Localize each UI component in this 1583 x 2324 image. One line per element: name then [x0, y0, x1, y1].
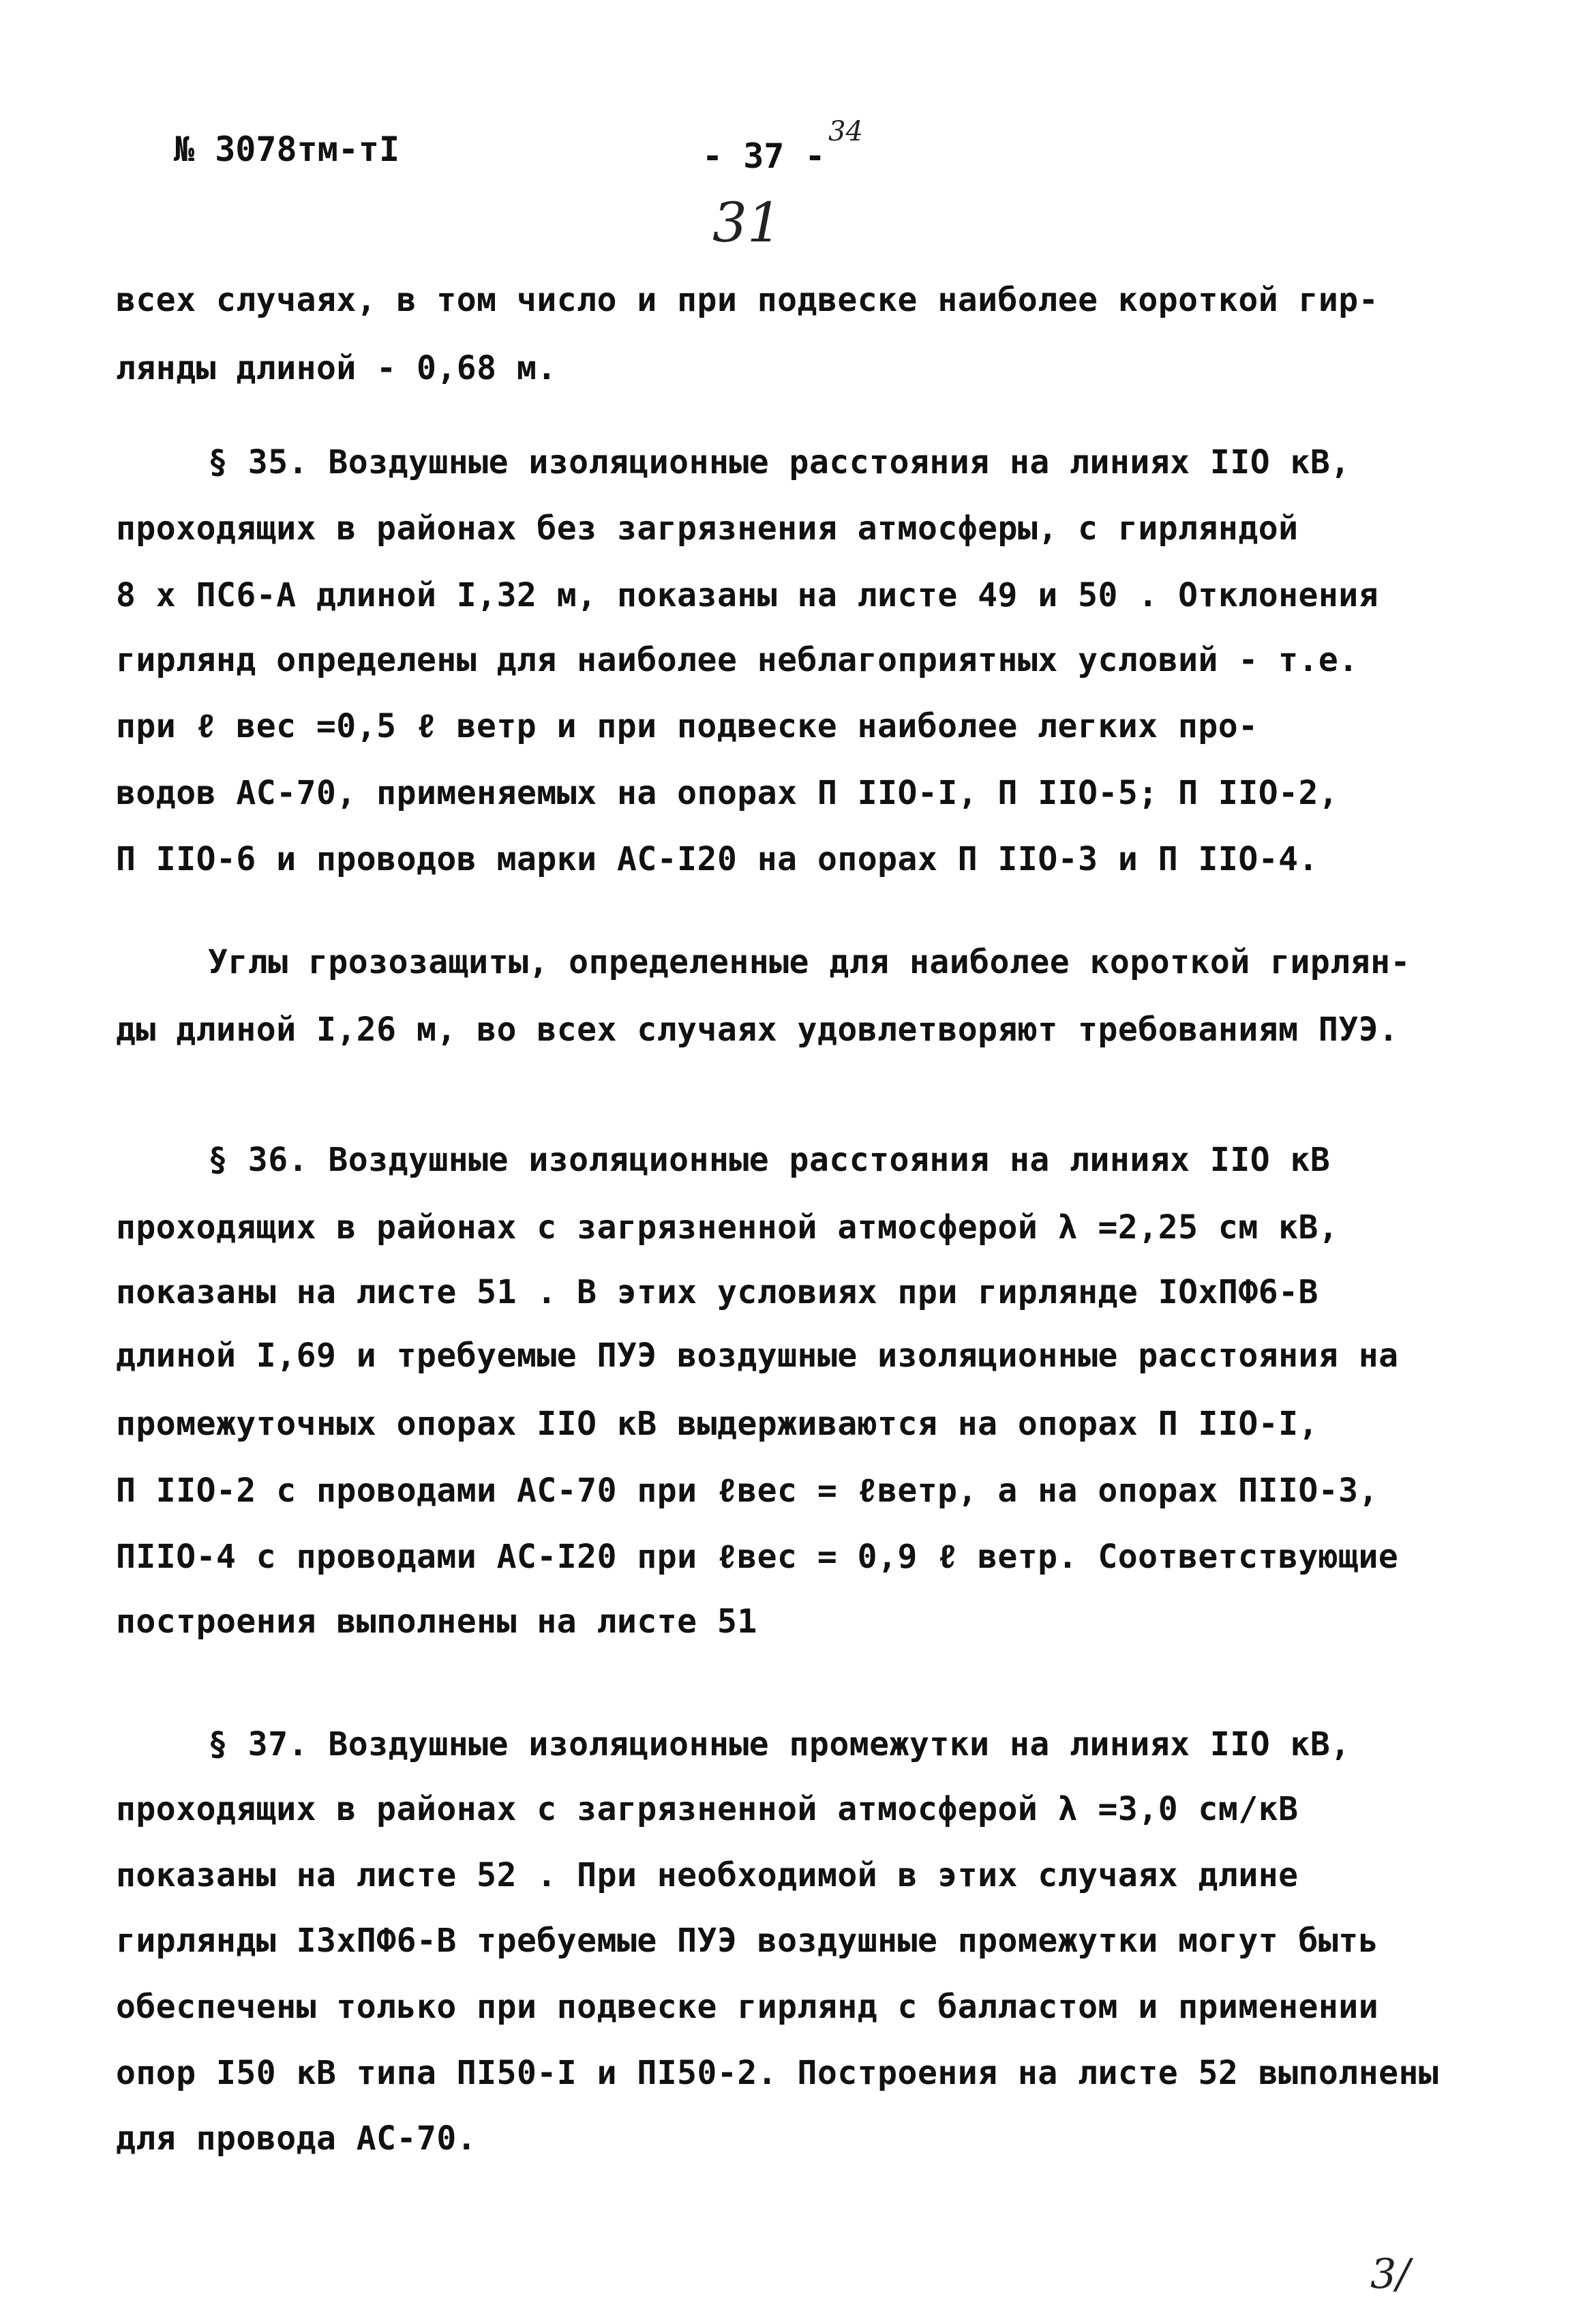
text-line: всех случаях, в том число и при подвеске наиболее короткой гир- [116, 281, 1379, 319]
text-line: § 36. Воздушные изоляционные расстояния на линиях IIO кВ [208, 1141, 1331, 1179]
page-number-handwritten: 31 [712, 191, 782, 254]
text-line: гирлянды I3xПФ6-В требуемые ПУЭ воздушные промежутки могут быть [116, 1922, 1379, 1960]
text-line: опор I50 кВ типа ПI50-I и ПI50-2. Построения на листе 52 выполнены [116, 2054, 1439, 2092]
text-line: П IIO-2 с проводами АС-70 при ℓвес = ℓветр, а на опорах ПIIO-3, [116, 1472, 1378, 1510]
text-line: водов АС-70, применяемых на опорах П IIO-I, П IIO-5; П IIO-2, [116, 774, 1339, 812]
text-line: для провода АС-70. [116, 2119, 477, 2158]
doc-code: № 3078тм-тI [174, 130, 400, 169]
text-line: Углы грозозащиты, определенные для наиболее короткой гирлян- [208, 943, 1411, 981]
text-line: гирлянд определены для наиболее неблагоприятных условий - т.е. [116, 641, 1359, 679]
text-line: § 35. Воздушные изоляционные расстояния на линиях IIO кВ, [208, 443, 1351, 481]
page-number-printed: - 37 - [702, 136, 826, 176]
text-line: обеспечены только при подвеске гирлянд с балластом и применении [116, 1988, 1379, 2026]
text-line: лянды длиной - 0,68 м. [116, 349, 557, 387]
text-line: проходящих в районах без загрязнения атмосферы, с гирляндой [116, 509, 1299, 548]
text-line: проходящих в районах с загрязненной атмосферой λ =2,25 см кВ, [116, 1208, 1339, 1247]
text-line: П IIO-6 и проводов марки АС-I20 на опорах П IIO-3 и П IIO-4. [116, 840, 1318, 878]
text-line: показаны на листе 51 . В этих условиях при гирлянде IOxПФ6-В [116, 1273, 1318, 1311]
text-line: 8 х ПС6-А длиной I,32 м, показаны на листе 49 и 50 . Отклонения [116, 576, 1379, 614]
text-line: проходящих в районах с загрязненной атмосферой λ =3,0 см/кВ [116, 1790, 1299, 1828]
text-line: построения выполнены на листе 51 [116, 1603, 757, 1641]
page-mark-small: 34 [828, 116, 863, 147]
text-line: промежуточных опорах IIO кВ выдерживаются на опорах П IIO-I, [116, 1405, 1318, 1443]
text-line: § 37. Воздушные изоляционные промежутки на линиях IIO кВ, [208, 1725, 1351, 1763]
text-line: ПIIO-4 с проводами АС-I20 при ℓвес = 0,9 ℓ ветр. Соответствующие [116, 1538, 1399, 1576]
corner-mark: 3/ [1370, 2250, 1411, 2298]
text-line: длиной I,69 и требуемые ПУЭ воздушные изоляционные расстояния на [116, 1337, 1399, 1375]
text-line: показаны на листе 52 . При необходимой в этих случаях длине [116, 1856, 1299, 1894]
text-line: при ℓ вес =0,5 ℓ ветр и при подвеске наиболее легких про- [116, 707, 1258, 745]
text-line: ды длиной I,26 м, во всех случаях удовлетворяют требованиям ПУЭ. [116, 1011, 1399, 1049]
